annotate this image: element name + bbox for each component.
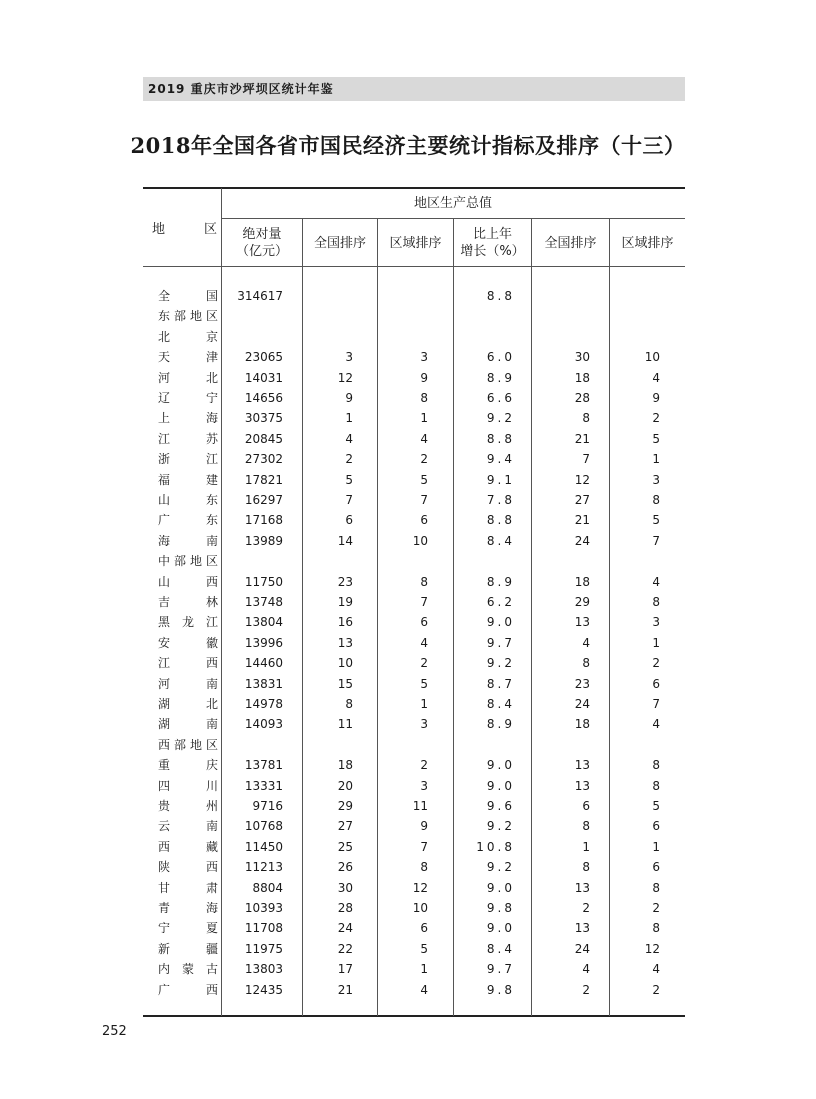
growth-rate: 6.6 (486, 391, 515, 405)
national-rank: 23 (337, 574, 353, 589)
gdp-absolute: 30375 (244, 411, 283, 426)
growth-national-rank: 24 (574, 941, 590, 956)
growth-national-rank: 24 (574, 697, 590, 711)
regional-rank: 4 (420, 431, 428, 446)
growth-regional-rank: 8 (652, 758, 660, 773)
regional-rank: 4 (420, 635, 428, 650)
gdp-absolute: 13989 (244, 533, 283, 548)
growth-national-rank: 8 (582, 411, 590, 426)
growth-rate: 9.4 (486, 452, 515, 467)
growth-rate: 7.8 (486, 493, 515, 507)
gdp-absolute: 13831 (244, 676, 283, 691)
national-rank: 22 (337, 941, 353, 956)
gdp-absolute: 13804 (244, 615, 283, 630)
growth-rate: 9.8 (486, 982, 515, 997)
table-row (0, 837, 816, 857)
table-row (0, 510, 816, 530)
growth-national-rank: 13 (574, 758, 590, 773)
table-row (0, 388, 816, 408)
regional-rank-header: 区域排序 (389, 236, 442, 251)
table-row (0, 368, 816, 388)
growth-regional-rank: 2 (652, 901, 660, 915)
gdp-absolute: 20845 (244, 431, 283, 446)
gdp-absolute: 14460 (244, 656, 283, 671)
national-rank: 2 (345, 452, 353, 467)
growth-regional-rank: 2 (652, 656, 660, 671)
gdp-absolute: 27302 (244, 452, 283, 467)
table-row (0, 612, 816, 632)
region-name: 东部地区 (158, 309, 218, 324)
national-rank: 12 (337, 370, 353, 385)
growth-regional-rank: 4 (652, 962, 660, 977)
region-name: 新疆 (158, 941, 218, 956)
national-rank: 14 (337, 533, 353, 548)
regional-rank: 8 (420, 574, 428, 589)
abs-header-line1: 绝对量 (242, 227, 282, 242)
national-rank: 17 (337, 962, 353, 977)
gdp-absolute: 11450 (244, 839, 283, 854)
growth-rate: 9.2 (486, 411, 515, 426)
growth-national-rank-header: 全国排序 (544, 236, 597, 251)
region-name: 吉林 (158, 595, 218, 609)
growth-regional-rank: 1 (652, 452, 660, 467)
regional-rank: 8 (420, 391, 428, 405)
table-row (0, 878, 816, 898)
national-rank: 29 (337, 799, 353, 813)
gdp-absolute: 10768 (244, 819, 283, 834)
gdp-absolute: 11750 (244, 574, 283, 589)
gdp-absolute: 13748 (244, 595, 283, 609)
growth-rate: 8.4 (486, 533, 515, 548)
growth-rate: 9.2 (486, 860, 515, 875)
growth-national-rank: 2 (582, 901, 590, 915)
growth-national-rank: 4 (582, 635, 590, 650)
growth-regional-rank: 5 (652, 431, 660, 446)
growth-national-rank: 8 (582, 656, 590, 671)
growth-rate: 8.8 (486, 289, 515, 303)
table-row (0, 551, 816, 571)
table-row (0, 653, 816, 673)
table-row (0, 572, 816, 592)
region-name: 海南 (158, 533, 218, 548)
growth-national-rank: 1 (582, 839, 590, 854)
growth-rate: 9.7 (486, 635, 515, 650)
national-rank: 24 (337, 921, 353, 936)
gdp-absolute: 14978 (244, 697, 283, 711)
growth-regional-rank: 1 (652, 635, 660, 650)
growth-regional-rank: 1 (652, 839, 660, 854)
growth-header-line1: 比上年 (472, 227, 512, 242)
growth-rate: 9.2 (486, 656, 515, 671)
growth-regional-rank: 6 (652, 819, 660, 834)
gdp-absolute: 8804 (252, 880, 283, 895)
gdp-absolute: 9716 (252, 799, 283, 813)
national-rank: 21 (337, 982, 353, 997)
growth-regional-rank: 3 (652, 472, 660, 487)
region-name: 山东 (158, 493, 218, 507)
table-row (0, 735, 816, 755)
region-name: 广西 (158, 982, 218, 997)
region-name: 山西 (158, 574, 218, 589)
growth-national-rank: 23 (574, 676, 590, 691)
gdp-absolute: 17168 (244, 513, 283, 528)
gdp-absolute: 13781 (244, 758, 283, 773)
growth-regional-rank: 8 (652, 921, 660, 936)
region-name: 辽宁 (158, 391, 218, 405)
growth-rate: 9.0 (486, 778, 515, 793)
growth-national-rank: 18 (574, 717, 590, 732)
growth-regional-rank: 9 (652, 391, 660, 405)
table-row (0, 531, 816, 551)
growth-rate: 9.2 (486, 819, 515, 834)
regional-rank: 10 (412, 901, 428, 915)
table-row (0, 714, 816, 734)
table-row (0, 347, 816, 367)
gdp-absolute: 12435 (244, 982, 283, 997)
growth-national-rank: 6 (582, 799, 590, 813)
regional-rank: 1 (420, 411, 428, 426)
national-rank-header: 全国排序 (313, 236, 366, 251)
region-name: 河南 (158, 676, 218, 691)
page-number: 252 (102, 1024, 127, 1039)
growth-rate: 9.7 (486, 962, 515, 977)
growth-national-rank: 24 (574, 533, 590, 548)
region-name: 黑龙江 (158, 615, 218, 630)
yearbook-header: 2019 重庆市沙坪坝区统计年鉴 (148, 82, 334, 96)
regional-rank: 12 (412, 880, 428, 895)
regional-rank: 2 (420, 656, 428, 671)
growth-regional-rank: 3 (652, 615, 660, 630)
regional-rank: 3 (420, 717, 428, 732)
regional-rank: 5 (420, 472, 428, 487)
regional-rank: 5 (420, 941, 428, 956)
region-name: 西部地区 (158, 737, 218, 752)
region-name: 甘肃 (158, 880, 218, 895)
national-rank: 8 (345, 697, 353, 711)
region-name: 西藏 (158, 839, 218, 854)
gdp-absolute: 23065 (244, 350, 283, 365)
growth-national-rank: 29 (574, 595, 590, 609)
growth-regional-rank: 7 (652, 533, 660, 548)
national-rank: 26 (337, 860, 353, 875)
regional-rank: 8 (420, 860, 428, 875)
growth-regional-rank: 10 (644, 350, 660, 365)
national-rank: 4 (345, 431, 353, 446)
growth-national-rank: 28 (574, 391, 590, 405)
region-name: 河北 (158, 370, 218, 385)
growth-national-rank: 18 (574, 370, 590, 385)
national-rank: 15 (337, 676, 353, 691)
table-row (0, 286, 816, 306)
growth-national-rank: 12 (574, 472, 590, 487)
growth-rate: 9.0 (486, 880, 515, 895)
growth-rate: 9.0 (486, 758, 515, 773)
regional-rank: 9 (420, 370, 428, 385)
growth-regional-rank: 8 (652, 778, 660, 793)
national-rank: 28 (337, 901, 353, 915)
regional-rank: 3 (420, 350, 428, 365)
growth-rate: 8.4 (486, 697, 515, 711)
growth-national-rank: 30 (574, 350, 590, 365)
growth-rate: 6.0 (486, 350, 515, 365)
region-name: 江苏 (158, 431, 218, 446)
regional-rank: 2 (420, 452, 428, 467)
national-rank: 20 (337, 778, 353, 793)
region-name: 上海 (158, 411, 218, 426)
table-row (0, 429, 816, 449)
gdp-group-header: 地区生产总值 (413, 196, 492, 211)
growth-rate: 8.9 (486, 717, 515, 732)
growth-rate: 8.8 (486, 431, 515, 446)
region-name: 中部地区 (158, 554, 218, 569)
table-row (0, 857, 816, 877)
table-row (0, 939, 816, 959)
gdp-absolute: 11213 (244, 860, 283, 875)
region-name: 全国 (158, 289, 218, 303)
region-name: 四川 (158, 778, 218, 793)
growth-regional-rank: 4 (652, 574, 660, 589)
regional-rank: 7 (420, 595, 428, 609)
regional-rank: 1 (420, 697, 428, 711)
regional-rank: 7 (420, 839, 428, 854)
national-rank: 5 (345, 472, 353, 487)
table-bottom-rule (143, 1015, 685, 1017)
region-name: 重庆 (158, 758, 218, 773)
regional-rank: 11 (412, 799, 428, 813)
region-name: 贵州 (158, 799, 218, 813)
region-name: 内蒙古 (158, 962, 218, 977)
growth-regional-rank: 6 (652, 676, 660, 691)
table-row (0, 959, 816, 979)
growth-national-rank: 8 (582, 819, 590, 834)
growth-rate: 9.0 (486, 921, 515, 936)
gdp-absolute: 16297 (244, 493, 283, 507)
table-row (0, 327, 816, 347)
gdp-absolute: 11975 (244, 941, 283, 956)
national-rank: 7 (345, 493, 353, 507)
growth-national-rank: 13 (574, 615, 590, 630)
national-rank: 13 (337, 635, 353, 650)
gdp-absolute: 14031 (244, 370, 283, 385)
region-name: 天津 (158, 350, 218, 365)
gdp-absolute: 13331 (244, 778, 283, 793)
gdp-absolute: 17821 (244, 472, 283, 487)
growth-regional-rank: 4 (652, 717, 660, 732)
regional-rank: 7 (420, 493, 428, 507)
region-name: 广东 (158, 513, 218, 528)
region-name: 安徽 (158, 635, 218, 650)
region-name: 云南 (158, 819, 218, 834)
gdp-absolute: 13996 (244, 635, 283, 650)
region-name: 青海 (158, 901, 218, 915)
table-row (0, 694, 816, 714)
growth-national-rank: 2 (582, 982, 590, 997)
growth-national-rank: 4 (582, 962, 590, 977)
table-row (0, 592, 816, 612)
growth-rate: 8.8 (486, 513, 515, 528)
growth-rate: 9.1 (486, 472, 515, 487)
growth-regional-rank: 5 (652, 799, 660, 813)
region-name: 浙江 (158, 452, 218, 467)
regional-rank: 1 (420, 962, 428, 977)
table-row (0, 918, 816, 938)
growth-national-rank: 27 (574, 493, 590, 507)
national-rank: 16 (337, 615, 353, 630)
region-name: 湖北 (158, 697, 218, 711)
gdp-absolute: 10393 (244, 901, 283, 915)
national-rank: 27 (337, 819, 353, 834)
national-rank: 6 (345, 513, 353, 528)
table-row (0, 816, 816, 836)
table-row (0, 449, 816, 469)
gdp-absolute: 14656 (244, 391, 283, 405)
growth-regional-rank: 6 (652, 860, 660, 875)
national-rank: 30 (337, 880, 353, 895)
table-row (0, 898, 816, 918)
table-row (0, 306, 816, 326)
gdp-absolute: 14093 (244, 717, 283, 732)
national-rank: 9 (345, 391, 353, 405)
growth-national-rank: 13 (574, 921, 590, 936)
growth-regional-rank: 4 (652, 370, 660, 385)
header-bottom-rule (143, 266, 685, 267)
national-rank: 25 (337, 839, 353, 854)
regional-rank: 4 (420, 982, 428, 997)
table-row (0, 408, 816, 428)
growth-rate: 8.9 (486, 370, 515, 385)
growth-national-rank: 7 (582, 452, 590, 467)
region-name: 湖南 (158, 717, 218, 732)
growth-national-rank: 13 (574, 880, 590, 895)
table-row (0, 633, 816, 653)
regional-rank: 2 (420, 758, 428, 773)
national-rank: 3 (345, 350, 353, 365)
growth-national-rank: 21 (574, 513, 590, 528)
growth-rate: 10.8 (476, 839, 515, 854)
growth-national-rank: 8 (582, 860, 590, 875)
growth-regional-rank: 7 (652, 697, 660, 711)
table-row (0, 755, 816, 775)
region-name: 福建 (158, 472, 218, 487)
growth-regional-rank: 12 (644, 941, 660, 956)
table-row (0, 980, 816, 1000)
national-rank: 19 (337, 595, 353, 609)
region-name: 宁夏 (158, 921, 218, 936)
table-row (0, 796, 816, 816)
gdp-absolute: 314617 (237, 289, 283, 303)
page-title: 2018年全国各省市国民经济主要统计指标及排序（十三） (130, 133, 686, 158)
abs-header-line2: （亿元） (235, 244, 288, 259)
regional-rank: 10 (412, 533, 428, 548)
gdp-absolute: 11708 (244, 921, 283, 936)
growth-regional-rank: 5 (652, 513, 660, 528)
table-row (0, 490, 816, 510)
growth-national-rank: 13 (574, 778, 590, 793)
growth-rate: 8.7 (486, 676, 515, 691)
regional-rank: 9 (420, 819, 428, 834)
regional-rank: 6 (420, 513, 428, 528)
region-name: 江西 (158, 656, 218, 671)
region-column-header: 地 区 (152, 222, 217, 237)
growth-rate: 6.2 (486, 595, 515, 609)
growth-regional-rank: 8 (652, 595, 660, 609)
growth-regional-rank: 2 (652, 982, 660, 997)
growth-regional-rank: 8 (652, 880, 660, 895)
growth-rate: 8.4 (486, 941, 515, 956)
regional-rank: 6 (420, 615, 428, 630)
region-name: 北京 (158, 329, 218, 344)
gdp-absolute: 13803 (244, 962, 283, 977)
regional-rank: 6 (420, 921, 428, 936)
regional-rank: 5 (420, 676, 428, 691)
growth-national-rank: 21 (574, 431, 590, 446)
growth-regional-rank: 8 (652, 493, 660, 507)
growth-national-rank: 18 (574, 574, 590, 589)
growth-header-line2: 增长（%） (460, 244, 525, 259)
national-rank: 18 (337, 758, 353, 773)
growth-regional-rank: 2 (652, 411, 660, 426)
table-row (0, 470, 816, 490)
national-rank: 1 (345, 411, 353, 426)
table-row (0, 776, 816, 796)
table-row (0, 674, 816, 694)
table-top-rule (143, 187, 685, 189)
growth-rate: 9.8 (486, 901, 515, 915)
growth-regional-rank-header: 区域排序 (621, 236, 674, 251)
growth-rate: 9.6 (486, 799, 515, 813)
growth-rate: 8.9 (486, 574, 515, 589)
national-rank: 11 (337, 717, 353, 732)
national-rank: 10 (337, 656, 353, 671)
regional-rank: 3 (420, 778, 428, 793)
growth-rate: 9.0 (486, 615, 515, 630)
region-name: 陕西 (158, 860, 218, 875)
